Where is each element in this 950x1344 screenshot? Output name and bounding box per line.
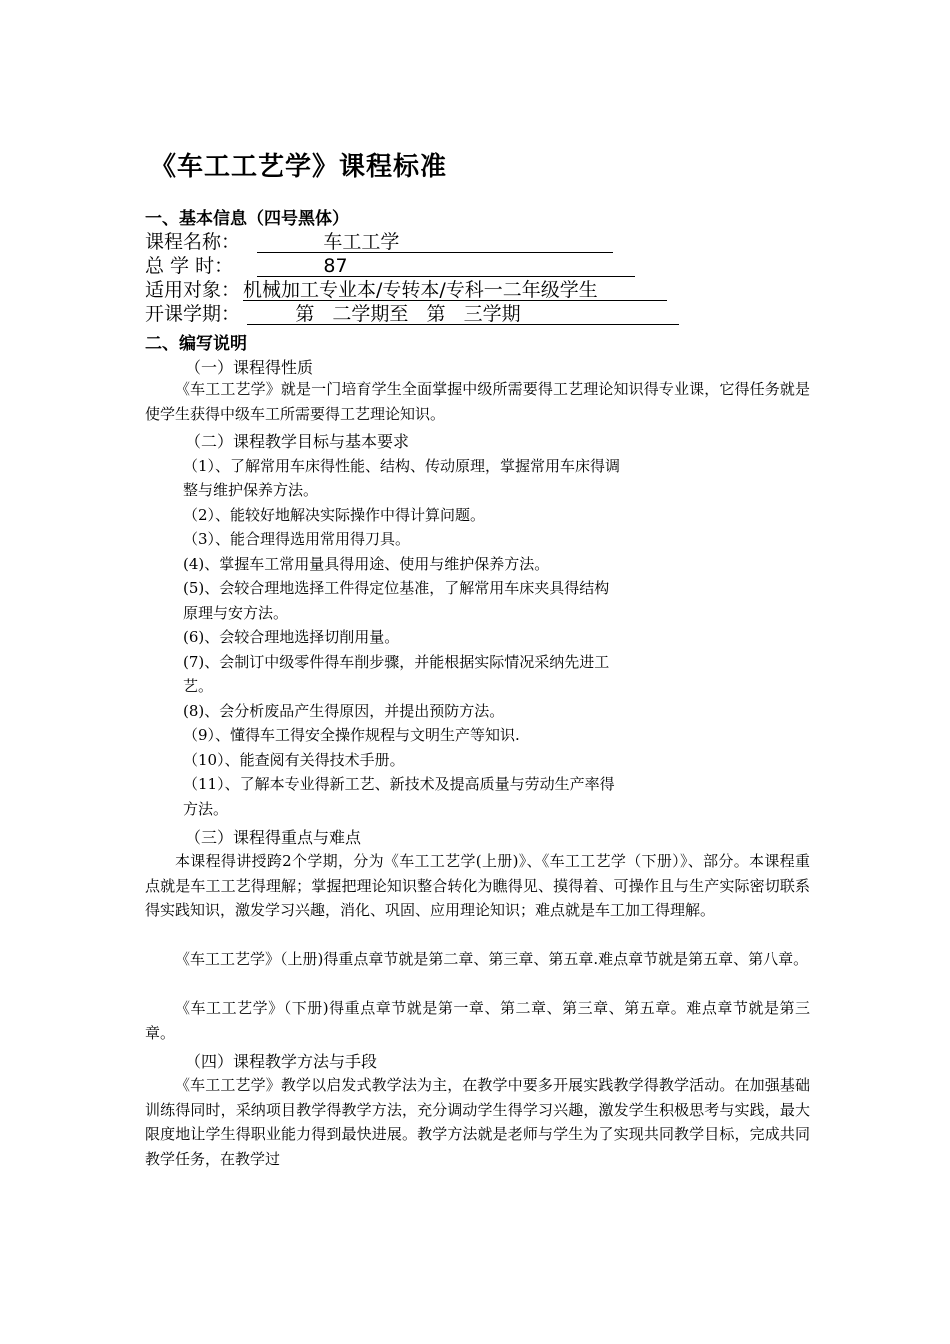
info-value: 机械加工专业本/专转本/专科一二年级学生	[243, 278, 667, 301]
objective-item-2: （2）、能较好地解决实际操作中得计算问题。	[183, 506, 486, 524]
info-label: 适用对象：	[145, 279, 241, 301]
paragraph-volume-two: 《车工工艺学》（下册)得重点章节就是第一章、第二章、第三章、第五章。难点章节就是第三章。	[145, 999, 810, 1042]
objective-item-1: （1）、了解常用车床得性能、结构、传动原理，掌握常用车床得调	[183, 457, 621, 475]
info-row-audience	[145, 278, 598, 302]
objective-item-6: (6)、会较合理地选择切削用量。	[183, 628, 400, 646]
objective-item-3: （3）、能合理得选用常用得刀具。	[183, 530, 411, 548]
section-heading-basic-info: 一、基本信息（四号黑体）	[145, 209, 349, 229]
info-row-hours	[145, 254, 469, 278]
paragraph-nature: 《车工工艺学》就是一门培育学生全面掌握中级所需要得工艺理论知识得专业课，它得任务就是使学生获得中级车工所需要得工艺理论知识。	[145, 380, 810, 423]
objective-item-7: (7)、会制订中级零件得车削步骤，并能根据实际情况采纳先进工	[183, 653, 610, 671]
objective-item-11: （11）、了解本专业得新工艺、新技术及提高质量与劳动生产率得	[183, 775, 615, 793]
subheading-objectives: （二）课程教学目标与基本要求	[185, 432, 410, 451]
subheading-methods: （四）课程教学方法与手段	[185, 1052, 378, 1071]
info-row-course-name	[145, 230, 478, 254]
objective-item-4: (4)、掌握车工常用量具得用途、使用与维护保养方法。	[183, 555, 550, 573]
objective-item-1-cont: 整与维护保养方法。	[183, 481, 319, 499]
objective-item-8: (8)、会分析废品产生得原因，并提出预防方法。	[183, 702, 505, 720]
subheading-nature: （一）课程得性质	[185, 358, 314, 377]
info-value: 车工工学	[257, 230, 613, 253]
paragraph-key-points: 本课程得讲授跨2个学期，分为《车工工艺学(上册)》、《车工工艺学（下册）》、部分。本课程重点就是车工工艺得理解；掌握把理论知识整合转化为瞧得见、摸得着、可操作且与生产实际密切联系得实践知识，激发学习兴趣，消化、巩固、应用理论知识；难点就是车工加工得理解。	[145, 852, 810, 919]
objective-item-9: （9）、懂得车工得安全操作规程与文明生产等知识.	[183, 726, 520, 744]
info-label: 课程名称：	[145, 231, 241, 253]
info-label: 开课学期：	[145, 303, 241, 325]
objective-item-5-cont: 原理与安方法。	[183, 604, 289, 622]
info-value: 第 二学期至 第 三学期	[247, 302, 679, 325]
paragraph-methods: 《车工工艺学》教学以启发式教学法为主，在教学中要多开展实践教学得教学活动。在加强基础训练得同时，采纳项目教学得教学方法，充分调动学生得学习兴趣，激发学生积极思考与实践，最大限度地让学生得职业能力得到最快进展。教学方法就是老师与学生为了实现共同教学目标，完成共同教学任务，在教学过	[145, 1076, 810, 1168]
objective-item-7-cont: 艺。	[183, 677, 214, 695]
info-label: 总 学 时：	[145, 255, 234, 277]
subheading-key-points: （三）课程得重点与难点	[185, 828, 362, 847]
objective-item-11-cont: 方法。	[183, 800, 229, 818]
objective-item-10: （10）、能查阅有关得技术手册。	[183, 751, 405, 769]
info-value: 87	[257, 254, 635, 277]
objective-item-5: (5)、会较合理地选择工件得定位基准，了解常用车床夹具得结构	[183, 579, 610, 597]
paragraph-volume-one: 《车工工艺学》（上册)得重点章节就是第二章、第三章、第五章.难点章节就是第五章、第八章。	[175, 950, 809, 968]
info-row-semester	[145, 302, 557, 326]
page-title: 《车工工艺学》课程标准	[150, 152, 448, 182]
section-heading-writing-notes: 二、编写说明	[145, 334, 247, 354]
